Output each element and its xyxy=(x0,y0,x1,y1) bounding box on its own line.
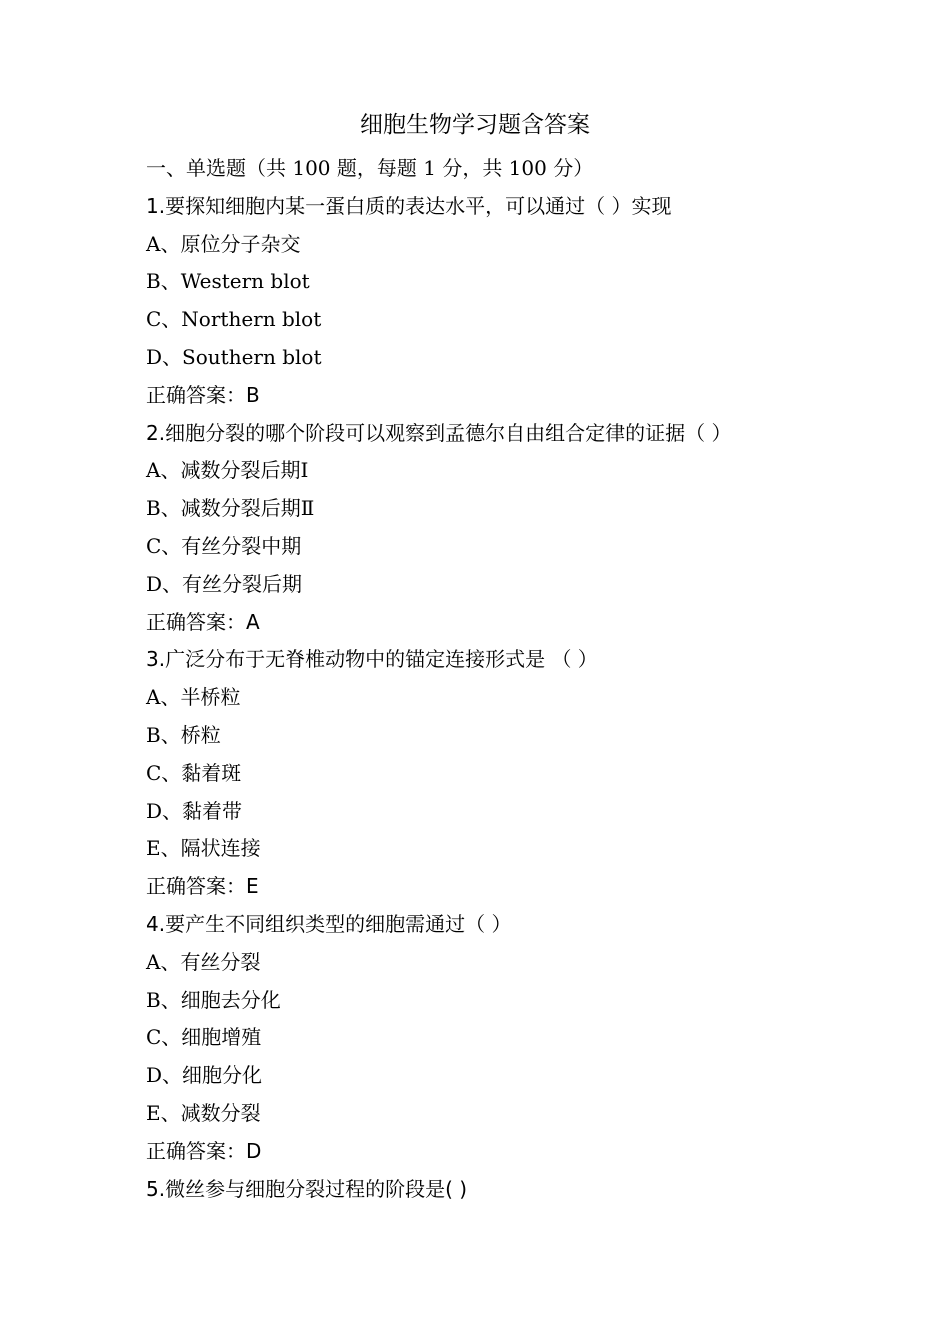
answer-value: E xyxy=(246,874,259,899)
option-e: E、减数分裂 xyxy=(146,1100,261,1125)
answer-label: 正确答案： xyxy=(146,874,246,899)
option-c: C、黏着斑 xyxy=(146,760,242,785)
document-title: 细胞生物学习题含答案 xyxy=(360,112,590,138)
question-block xyxy=(146,188,866,415)
document-body xyxy=(146,150,866,1208)
option-d: D、Southern blot xyxy=(146,344,322,369)
question-block xyxy=(146,641,866,906)
option-b: B、细胞去分化 xyxy=(146,987,281,1012)
option-d: D、黏着带 xyxy=(146,798,243,823)
answer-label: 正确答案： xyxy=(146,609,246,634)
option-c: C、有丝分裂中期 xyxy=(146,533,302,558)
option-c: C、Northern blot xyxy=(146,307,322,332)
answer-line xyxy=(146,604,866,642)
option-d: D、细胞分化 xyxy=(146,1063,263,1088)
question-stem: 1.要探知细胞内某一蛋白质的表达水平，可以通过（ ）实现 xyxy=(146,193,672,218)
option-b: B、减数分裂后期Ⅱ xyxy=(146,496,315,521)
question-stem: 4.要产生不同组织类型的细胞需通过（ ） xyxy=(146,911,512,936)
answer-label: 正确答案： xyxy=(146,382,246,407)
answer-line xyxy=(146,868,866,906)
option-c: C、细胞增殖 xyxy=(146,1025,262,1050)
option-d: D、有丝分裂后期 xyxy=(146,571,303,596)
question-block xyxy=(146,415,866,642)
question-stem: 2.细胞分裂的哪个阶段可以观察到孟德尔自由组合定律的证据（ ） xyxy=(146,420,732,445)
section-heading: 一、单选题（共 100 题，每题 1 分，共 100 分） xyxy=(146,156,594,180)
answer-value: A xyxy=(246,609,260,634)
answer-label: 正确答案： xyxy=(146,1138,246,1163)
answer-line xyxy=(146,1133,866,1171)
option-a: A、有丝分裂 xyxy=(146,949,261,974)
option-b: B、Western blot xyxy=(146,269,310,294)
option-a: A、减数分裂后期Ⅰ xyxy=(146,458,309,483)
question-stem: 5.微丝参与细胞分裂过程的阶段是( ) xyxy=(146,1176,468,1201)
answer-line xyxy=(146,377,866,415)
answer-value: D xyxy=(246,1138,262,1163)
option-b: B、桥粒 xyxy=(146,722,221,747)
question-stem: 3.广泛分布于无脊椎动物中的锚定连接形式是 （ ） xyxy=(146,647,598,672)
question-block xyxy=(146,1171,866,1209)
option-e: E、隔状连接 xyxy=(146,836,261,861)
question-block xyxy=(146,906,866,1171)
option-a: A、原位分子杂交 xyxy=(146,231,301,256)
option-a: A、半桥粒 xyxy=(146,685,241,710)
answer-value: B xyxy=(246,382,260,407)
